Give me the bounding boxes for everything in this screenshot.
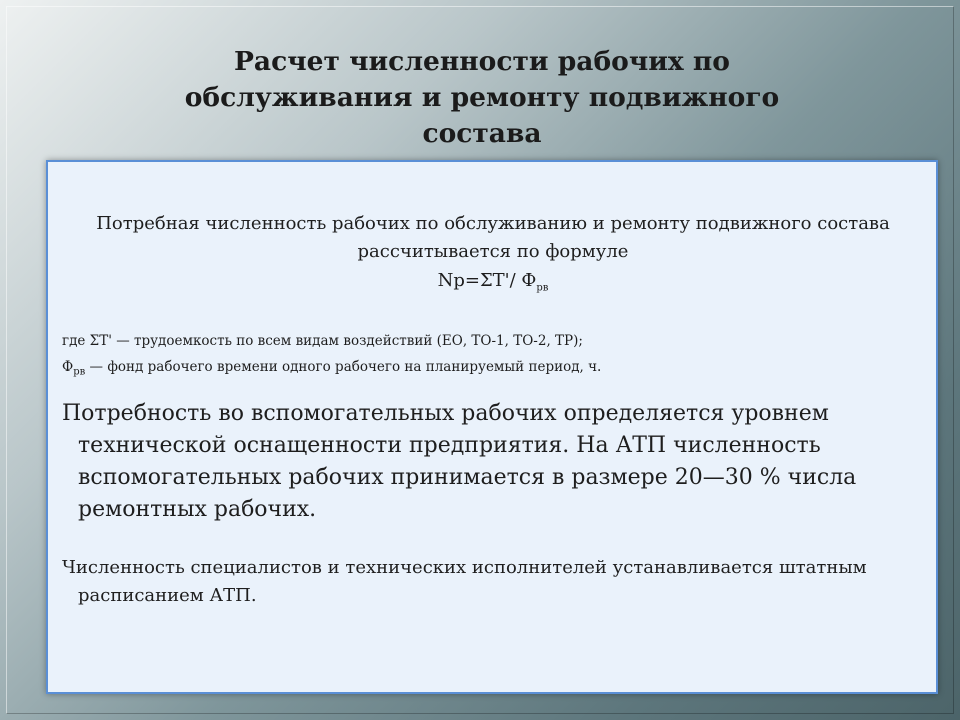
definition-fund-text: — фонд рабочего времени одного рабочего на планируемый период, ч. — [85, 359, 602, 375]
definition-fund-symbol: Ф — [62, 359, 74, 375]
formula — [48, 270, 938, 294]
definition-sum-t: где ΣТ' — трудоемкость по всем видам воздействий (ЕО, ТО-1, ТО-2, ТР); — [62, 333, 583, 349]
auxiliary-workers-paragraph: Потребность во вспомогательных рабочих определяется уровнем технической оснащенности предприятия. На АТП численность вспомогательных рабочих принимается в размере 20—30 % числа ремонтных рабочих. — [62, 401, 857, 522]
definition-fund — [62, 358, 601, 382]
formula-main: Nр=ΣТ'/ Ф — [437, 270, 537, 291]
content-panel — [46, 160, 938, 694]
slide-title: Расчет численности рабочих по обслуживания и ремонту подвижного состава — [184, 46, 780, 149]
definition-fund-subscript: рв — [73, 366, 86, 378]
specialists-paragraph: Численность специалистов и технических исполнителей устанавливается штатным расписанием АТП. — [62, 557, 867, 606]
formula-subscript: рв — [536, 282, 549, 294]
intro-text: Потребная численность рабочих по обслуживанию и ремонту подвижного состава рассчитывается по формуле — [96, 213, 890, 262]
